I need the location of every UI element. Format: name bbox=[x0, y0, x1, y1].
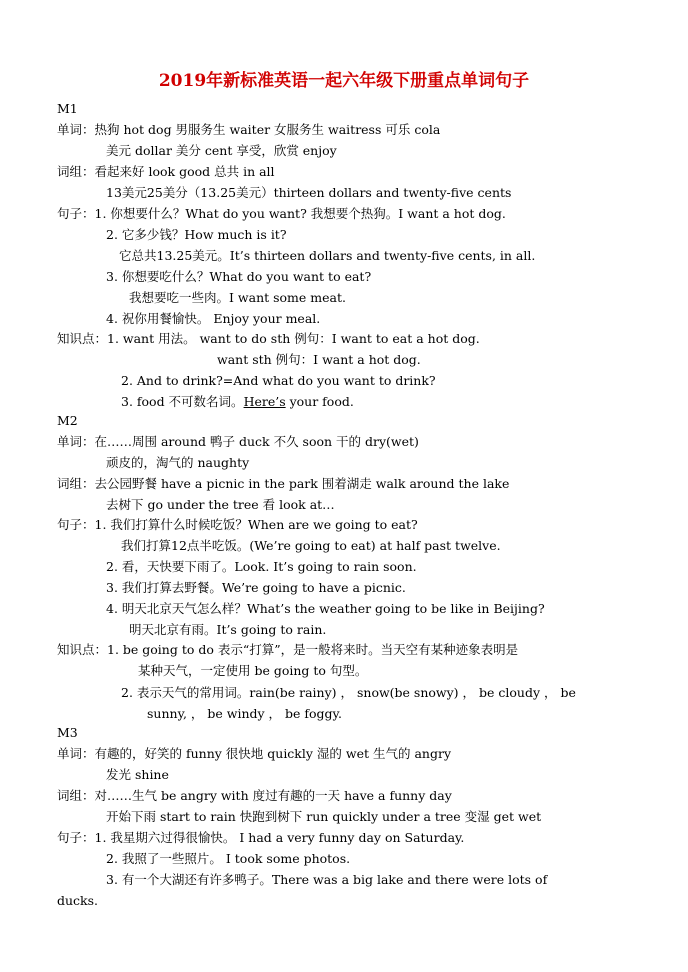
line-text: 4. 祝你用餐愉快。 Enjoy your meal. bbox=[106, 311, 321, 326]
line-text: 2. And to drink?=And what do you want to drink? bbox=[121, 373, 436, 388]
line-text: 去树下 go under the tree 看 look at… bbox=[106, 497, 335, 512]
line-text: 3. 有一个大湖还有许多鸭子。There was a big lake and there were lots of bbox=[106, 872, 548, 887]
line-text: M2 bbox=[57, 413, 78, 428]
text-line bbox=[106, 311, 320, 327]
text-line bbox=[121, 685, 576, 701]
text-line bbox=[106, 809, 541, 825]
line-text: 3. 我们打算去野餐。We’re going to have a picnic. bbox=[106, 580, 406, 595]
line-text: 单词：热狗 hot dog 男服务生 waiter 女服务生 waitress 可乐 cola bbox=[57, 122, 441, 137]
text-line bbox=[138, 663, 367, 679]
text-line bbox=[147, 706, 342, 722]
text-line bbox=[106, 185, 511, 201]
text-line bbox=[57, 725, 78, 741]
document-title: 2019年新标准英语一起六年级下册重点单词句子 bbox=[158, 71, 530, 91]
text-line bbox=[106, 872, 547, 888]
line-text: 知识点：1. want 用法。 want to do sth 例句：I want to eat a hot dog. bbox=[57, 331, 480, 346]
line-text: M1 bbox=[57, 101, 78, 116]
text-line bbox=[57, 476, 509, 492]
line-text: 我想要吃一些肉。I want some meat. bbox=[129, 290, 346, 305]
text-line bbox=[106, 497, 335, 513]
text-line bbox=[106, 601, 545, 617]
line-text: 单词：在……周围 around 鸭子 duck 不久 soon 干的 dry(wet) bbox=[57, 434, 419, 449]
line-text: 2. 看，天快要下雨了。Look. It’s going to rain soon. bbox=[106, 559, 417, 574]
line-text-tail: your food. bbox=[285, 394, 354, 409]
line-text: 美元 dollar 美分 cent 享受，欣赏 enjoy bbox=[106, 143, 337, 158]
line-text: 4. 明天北京天气怎么样？What’s the weather going to be like in Beijing? bbox=[106, 601, 545, 616]
text-line bbox=[106, 559, 417, 575]
line-text: M3 bbox=[57, 725, 78, 740]
text-line bbox=[57, 788, 452, 804]
text-line bbox=[57, 122, 440, 138]
text-line bbox=[121, 538, 501, 554]
line-text: 3. 你想要吃什么？What do you want to eat? bbox=[106, 269, 372, 284]
line-text: 词组：看起来好 look good 总共 in all bbox=[57, 164, 275, 179]
underlined-text: Here’s bbox=[243, 394, 286, 409]
line-text: 知识点：1. be going to do 表示“打算”，是一般将来时。当天空有某种迹象表明是 bbox=[57, 642, 519, 657]
line-text: 2. 我照了一些照片。 I took some photos. bbox=[106, 851, 351, 866]
text-line bbox=[57, 830, 464, 846]
text-line bbox=[106, 767, 169, 783]
line-text: 句子：1. 我星期六过得很愉快。 I had a very funny day on Saturday. bbox=[57, 830, 465, 845]
text-line bbox=[57, 413, 78, 429]
text-line bbox=[121, 394, 354, 410]
text-line bbox=[129, 290, 346, 306]
text-line bbox=[106, 143, 337, 159]
line-text: 明天北京有雨。It’s going to rain. bbox=[129, 622, 327, 637]
line-text: 顽皮的，淘气的 naughty bbox=[106, 455, 250, 470]
line-text: sunny, ， be windy ， be foggy. bbox=[147, 706, 342, 721]
line-text: 句子：1. 你想要什么？What do you want? 我想要个热狗。I want a hot dog. bbox=[57, 206, 506, 221]
text-line bbox=[217, 352, 421, 368]
text-line bbox=[57, 206, 506, 222]
text-line bbox=[106, 227, 287, 243]
text-line bbox=[57, 746, 451, 762]
text-line bbox=[121, 373, 436, 389]
line-text: 开始下雨 start to rain 快跑到树下 run quickly under a tree 变湿 get wet bbox=[106, 809, 542, 824]
line-text: ducks. bbox=[57, 893, 99, 908]
text-line bbox=[119, 248, 535, 264]
text-line bbox=[57, 164, 275, 180]
line-text: 2. 它多少钱？How much is it? bbox=[106, 227, 287, 242]
text-line bbox=[129, 622, 326, 638]
text-line bbox=[57, 517, 418, 533]
text-line bbox=[57, 434, 419, 450]
text-line bbox=[57, 101, 78, 117]
line-text: 13美元25美分（13.25美元）thirteen dollars and twenty-five cents bbox=[106, 185, 512, 200]
text-line bbox=[57, 331, 480, 347]
text-line bbox=[106, 580, 406, 596]
text-line bbox=[57, 893, 98, 909]
line-text: 单词：有趣的，好笑的 funny 很快地 quickly 湿的 wet 生气的 angry bbox=[57, 746, 452, 761]
line-text: 发光 shine bbox=[106, 767, 169, 782]
text-line bbox=[106, 269, 371, 285]
line-text: 我们打算12点半吃饭。(We’re going to eat) at half past twelve. bbox=[121, 538, 501, 553]
line-text: 它总共13.25美元。It’s thirteen dollars and twenty-five cents, in all. bbox=[119, 248, 536, 263]
text-line bbox=[106, 455, 249, 471]
line-text: 句子：1. 我们打算什么时候吃饭？When are we going to eat? bbox=[57, 517, 418, 532]
text-line bbox=[57, 642, 518, 658]
line-text: want sth 例句：I want a hot dog. bbox=[217, 352, 421, 367]
line-text: 3. food 不可数名词。 bbox=[121, 394, 244, 409]
text-line bbox=[106, 851, 350, 867]
line-text: 某种天气，一定使用 be going to 句型。 bbox=[138, 663, 368, 678]
line-text: 2. 表示天气的常用词。rain(be rainy) ， snow(be snowy) ， be cloudy ， be bbox=[121, 685, 576, 700]
line-text: 词组：去公园野餐 have a picnic in the park 围着湖走 walk around the lake bbox=[57, 476, 510, 491]
line-text: 词组：对……生气 be angry with 度过有趣的一天 have a funny day bbox=[57, 788, 452, 803]
